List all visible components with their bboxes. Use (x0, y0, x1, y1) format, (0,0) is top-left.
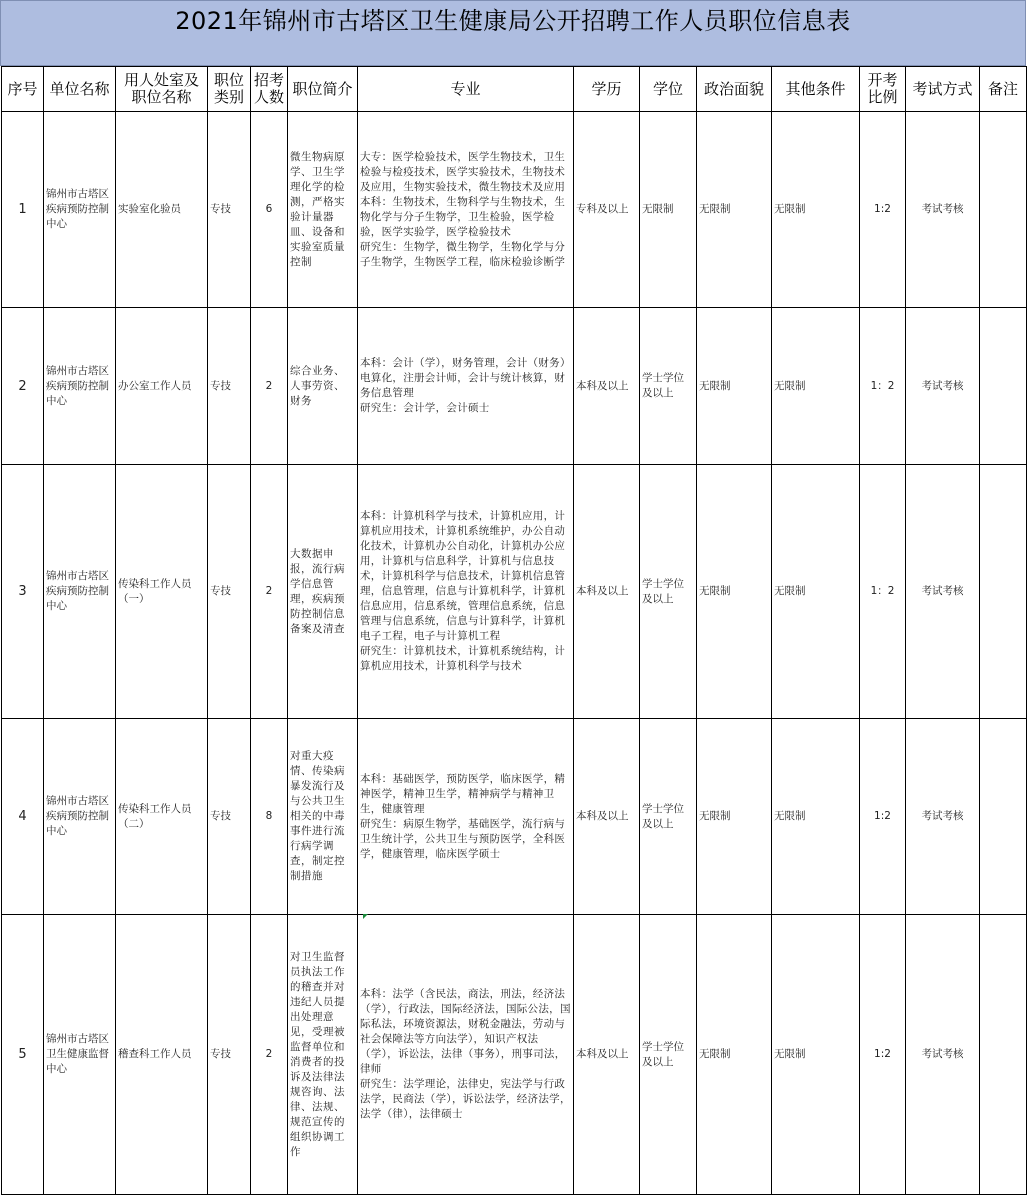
cell-unit[interactable]: 锦州市古塔区卫生健康监督中心 (44, 915, 116, 1195)
cell-exam[interactable]: 考试考核 (906, 719, 980, 915)
cell-major[interactable]: 本科：法学（含民法，商法，刑法，经济法（学），行政法，国际经济法，国际公法，国际私法，环境资源法，财税金融法，劳动与社会保障法等方向法学），知识产权法（学），诉讼法，法律（事务），刑事司法，律师 研究生：法学理论，法律史，宪法学与行政法学，民商法（学），诉讼法学，经济法学，法学（律），法律硕士 (358, 915, 574, 1195)
cell-education[interactable]: 本科及以上 (574, 308, 640, 465)
cell-category[interactable]: 专技 (208, 719, 251, 915)
cell-count[interactable]: 8 (251, 719, 288, 915)
header-category: 职位类别 (208, 67, 251, 112)
cell-intro[interactable]: 对卫生监督员执法工作的稽查并对违纪人员提出处理意见，受理被监督单位和消费者的投诉及法律法规咨询、法律、法规、规范宣传的组织协调工作 (288, 915, 358, 1195)
cell-degree[interactable]: 学士学位及以上 (640, 465, 697, 719)
cell-education[interactable]: 本科及以上 (574, 465, 640, 719)
cell-remark[interactable] (980, 915, 1027, 1195)
cell-degree[interactable]: 学士学位及以上 (640, 308, 697, 465)
cell-comment-marker (363, 914, 368, 919)
cell-count[interactable]: 2 (251, 465, 288, 719)
cell-category[interactable]: 专技 (208, 465, 251, 719)
cell-ratio[interactable]: 1:2 (860, 915, 906, 1195)
cell-ratio[interactable]: 1:2 (860, 719, 906, 915)
cell-exam[interactable]: 考试考核 (906, 465, 980, 719)
table-row (2, 112, 1027, 308)
header-major: 专业 (358, 67, 574, 112)
title-bar (0, 0, 1026, 66)
table-row (2, 719, 1027, 915)
cell-political[interactable]: 无限制 (697, 465, 772, 719)
cell-dept[interactable]: 传染科工作人员（二） (116, 719, 208, 915)
cell-seq[interactable]: 5 (2, 915, 44, 1195)
cell-ratio[interactable]: 1:2 (860, 112, 906, 308)
cell-political[interactable]: 无限制 (697, 112, 772, 308)
cell-remark[interactable] (980, 308, 1027, 465)
cell-remark[interactable] (980, 112, 1027, 308)
header-political: 政治面貌 (697, 67, 772, 112)
cell-other[interactable]: 无限制 (772, 719, 860, 915)
cell-ratio[interactable]: 1：2 (860, 465, 906, 719)
cell-degree[interactable]: 学士学位及以上 (640, 719, 697, 915)
cell-exam[interactable]: 考试考核 (906, 915, 980, 1195)
cell-other[interactable]: 无限制 (772, 308, 860, 465)
header-row (2, 67, 1027, 112)
header-education: 学历 (574, 67, 640, 112)
cell-dept[interactable]: 办公室工作人员 (116, 308, 208, 465)
cell-other[interactable]: 无限制 (772, 112, 860, 308)
cell-count[interactable]: 2 (251, 308, 288, 465)
header-dept: 用人处室及职位名称 (116, 67, 208, 112)
cell-major[interactable]: 大专：医学检验技术，医学生物技术，卫生检验与检疫技术，医学实验技术，生物技术及应用，生物实验技术，微生物技术及应用 本科：生物技术，生物科学与生物技术，生物化学与分子生物学，卫生检验，医学检验，医学实验学，医学检验技术 研究生：生物学，微生物学，生物化学与分子生物学，生物医学工程，临床检验诊断学 (358, 112, 574, 308)
header-exam: 考试方式 (906, 67, 980, 112)
page-title: 2021年锦州市古塔区卫生健康局公开招聘工作人员职位信息表 (175, 7, 851, 35)
header-degree: 学位 (640, 67, 697, 112)
cell-degree[interactable]: 无限制 (640, 112, 697, 308)
cell-education[interactable]: 本科及以上 (574, 915, 640, 1195)
cell-count[interactable]: 2 (251, 915, 288, 1195)
cell-intro[interactable]: 对重大疫情、传染病暴发流行及与公共卫生相关的中毒事件进行流行病学调查，制定控制措施 (288, 719, 358, 915)
cell-major[interactable]: 本科：基础医学，预防医学，临床医学，精神医学，精神卫生学，精神病学与精神卫生，健康管理 研究生：病原生物学，基础医学，流行病与卫生统计学，公共卫生与预防医学，全科医学，健康管理，临床医学硕士 (358, 719, 574, 915)
cell-category[interactable]: 专技 (208, 112, 251, 308)
cell-education[interactable]: 专科及以上 (574, 112, 640, 308)
cell-dept[interactable]: 稽查科工作人员 (116, 915, 208, 1195)
cell-political[interactable]: 无限制 (697, 719, 772, 915)
cell-unit[interactable]: 锦州市古塔区疾病预防控制中心 (44, 719, 116, 915)
table-row (2, 915, 1027, 1195)
cell-unit[interactable]: 锦州市古塔区疾病预防控制中心 (44, 112, 116, 308)
job-info-table (1, 66, 1027, 1195)
cell-seq[interactable]: 4 (2, 719, 44, 915)
cell-dept[interactable]: 实验室化验员 (116, 112, 208, 308)
cell-seq[interactable]: 1 (2, 112, 44, 308)
cell-other[interactable]: 无限制 (772, 915, 860, 1195)
cell-intro[interactable]: 综合业务、人事劳资、财务 (288, 308, 358, 465)
cell-category[interactable]: 专技 (208, 308, 251, 465)
header-unit: 单位名称 (44, 67, 116, 112)
header-other: 其他条件 (772, 67, 860, 112)
cell-category[interactable]: 专技 (208, 915, 251, 1195)
header-intro: 职位简介 (288, 67, 358, 112)
cell-ratio[interactable]: 1：2 (860, 308, 906, 465)
cell-exam[interactable]: 考试考核 (906, 308, 980, 465)
table-row (2, 465, 1027, 719)
cell-count[interactable]: 6 (251, 112, 288, 308)
header-count: 招考人数 (251, 67, 288, 112)
cell-intro[interactable]: 大数据申报，流行病学信息管理，疾病预防控制信息备案及清查 (288, 465, 358, 719)
cell-political[interactable]: 无限制 (697, 915, 772, 1195)
cell-remark[interactable] (980, 719, 1027, 915)
cell-major[interactable]: 本科：计算机科学与技术，计算机应用，计算机应用技术，计算机系统维护，办公自动化技术，计算机办公自动化，计算机办公应用，计算机与信息科学，计算机与信息技术，计算机科学与信息技术，计算机信息管理，信息管理，信息与计算机科学，计算机信息应用，信息系统，管理信息系统，信息管理与信息系统，信息与计算科学，计算机电子工程，电子与计算机工程 研究生：计算机技术，计算机系统结构，计算机应用技术，计算机科学与技术 (358, 465, 574, 719)
cell-seq[interactable]: 2 (2, 308, 44, 465)
cell-other[interactable]: 无限制 (772, 465, 860, 719)
cell-dept[interactable]: 传染科工作人员（一） (116, 465, 208, 719)
table-row (2, 308, 1027, 465)
cell-remark[interactable] (980, 465, 1027, 719)
cell-unit[interactable]: 锦州市古塔区疾病预防控制中心 (44, 465, 116, 719)
cell-seq[interactable]: 3 (2, 465, 44, 719)
header-seq: 序号 (2, 67, 44, 112)
cell-intro[interactable]: 微生物病原学、卫生学理化学的检测，严格实验计量器皿、设备和实验室质量控制 (288, 112, 358, 308)
cell-unit[interactable]: 锦州市古塔区疾病预防控制中心 (44, 308, 116, 465)
cell-degree[interactable]: 学士学位及以上 (640, 915, 697, 1195)
header-ratio: 开考比例 (860, 67, 906, 112)
cell-political[interactable]: 无限制 (697, 308, 772, 465)
cell-education[interactable]: 本科及以上 (574, 719, 640, 915)
cell-exam[interactable]: 考试考核 (906, 112, 980, 308)
table-body (2, 112, 1027, 1195)
cell-major[interactable]: 本科：会计（学），财务管理，会计（财务）电算化，注册会计师，会计与统计核算，财务信息管理 研究生：会计学，会计硕士 (358, 308, 574, 465)
header-remark: 备注 (980, 67, 1027, 112)
